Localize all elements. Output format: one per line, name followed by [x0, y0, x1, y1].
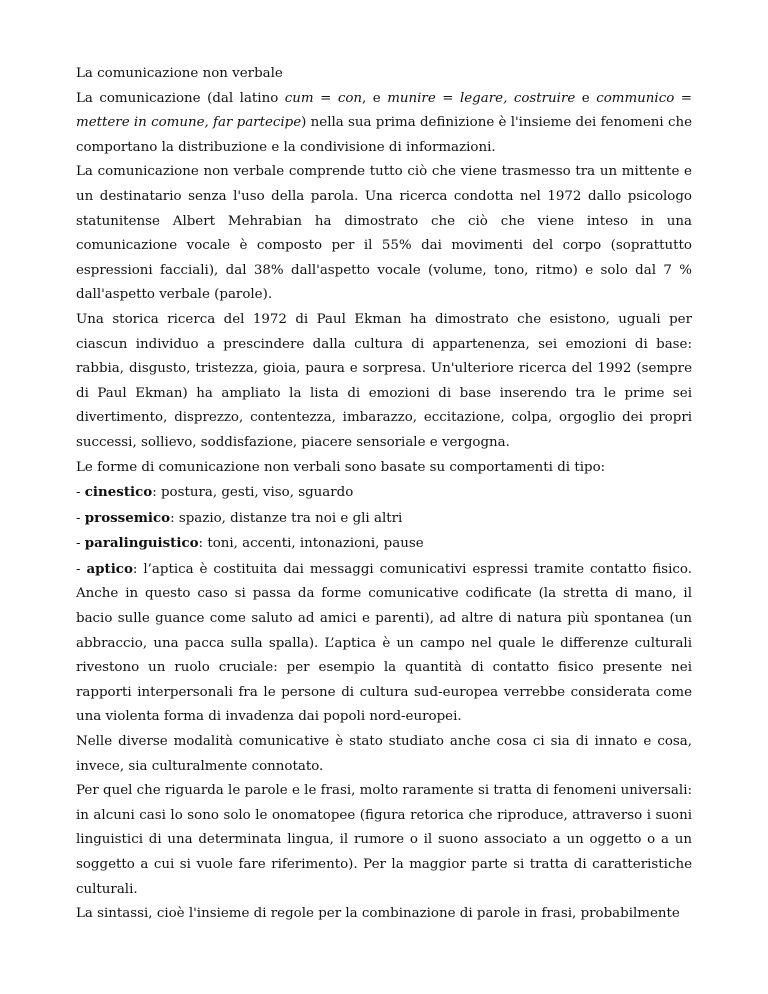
- italic-segment: cum = con: [284, 90, 363, 106]
- paragraph-definition: [76, 87, 692, 161]
- document-title: La comunicazione non verbale: [76, 66, 283, 81]
- list-text: : postura, gesti, viso, sguardo: [152, 485, 354, 501]
- list-text: : l’aptica è costituita dai messaggi comunicativi espressi tramite contatto fisico. Anche in questo caso si passa da forme comunicative codificate (la stretta di mano, il bacio sulle guance come saluto ad amici e parenti), ad altre di natura più spontanea (un abbraccio, una pacca sulla spalla). L’aptica è un campo nel quale le differenze culturali rivestono un ruolo cruciale: per esempio la quantità di contatto fisico presente nei rapporti interpersonali fra le persone di cultura sud-europea verrebbe considerata come una violenta forma di invadenza dai popoli nord-europei.: [76, 561, 693, 725]
- list-text: : spazio, distanze tra noi e gli altri: [170, 510, 403, 526]
- text-segment: ) nella sua prima definizione è l'insieme dei fenomeni che comportano la distribuzione e la condivisione di informazioni.: [76, 115, 692, 155]
- text-segment: La comunicazione (dal latino: [76, 90, 285, 106]
- paragraph-ekman: Una storica ricerca del 1972 di Paul Ekman ha dimostrato che esistono, uguali per ciascun individuo a prescindere dalla cultura di appartenenza, sei emozioni di base: rabbia, disgusto, tristezza, gioia, paura e sorpresa. Un'ulteriore ricerca del 1992 (sempre di Paul Ekman) ha ampliato la lista di emozioni di base inserendo tra le prime sei divertimento, disprezzo, contentezza, imbarazzo, eccitazione, colpa, orgoglio dei propri successi, sollievo, soddisfazione, piacere sensoriale e vergogna.: [76, 311, 692, 450]
- list-bullet: -: [76, 485, 85, 501]
- italic-segment: communico = mettere in comune, far partecipe: [76, 90, 692, 131]
- list-bullet: -: [76, 561, 87, 577]
- text-segment: e: [575, 90, 597, 106]
- list-bullet: -: [76, 510, 85, 526]
- paragraph-syntax: La sintassi, cioè l'insieme di regole per la combinazione di parole in frasi, probabilmente: [76, 906, 680, 922]
- document-body: [76, 62, 692, 927]
- paragraph-words: Per quel che riguarda le parole e le frasi, molto raramente si tratta di fenomeni universali: in alcuni casi lo sono solo le onomatopee (figura retorica che riproduce, attraverso i suoni linguistici di una determinata lingua, il rumore o il suono associato a un oggetto o a un soggetto a cui si vuole fare riferimento). Per la maggior parte si tratta di caratteristiche culturali.: [76, 783, 692, 897]
- list-bullet: -: [76, 536, 85, 552]
- list-term: prossemico: [84, 509, 171, 526]
- italic-segment: munire = legare, costruire: [387, 90, 576, 106]
- list-text: : toni, accenti, intonazioni, pause: [198, 536, 424, 552]
- paragraph-mehrabian: La comunicazione non verbale comprende tutto ciò che viene trasmesso tra un mittente e un destinatario senza l'uso della parola. Una ricerca condotta nel 1972 dallo psicologo statunitense Albert Mehrabian ha dimostrato che ciò che viene inteso in una comunicazione vocale è composto per il 55% dai movimenti del corpo (soprattutto espressioni facciali), dal 38% dall'aspetto vocale (volume, tono, ritmo) e solo dal 7 % dall'aspetto verbale (parole).: [76, 164, 692, 303]
- paragraph-forms-intro: Le forme di comunicazione non verbali sono basate su comportamenti di tipo:: [76, 459, 606, 475]
- list-term: paralinguistico: [84, 535, 199, 552]
- paragraph-innate: Nelle diverse modalità comunicative è stato studiato anche cosa ci sia di innato e cosa, invece, sia culturalmente connotato.: [76, 734, 692, 774]
- list-item: [76, 506, 692, 532]
- text-segment: , e: [362, 90, 388, 106]
- list-term: cinestico: [84, 484, 153, 501]
- list-item: [76, 557, 692, 730]
- list-item: [76, 531, 692, 557]
- list-term: aptico: [86, 560, 133, 577]
- list-item: [76, 480, 692, 506]
